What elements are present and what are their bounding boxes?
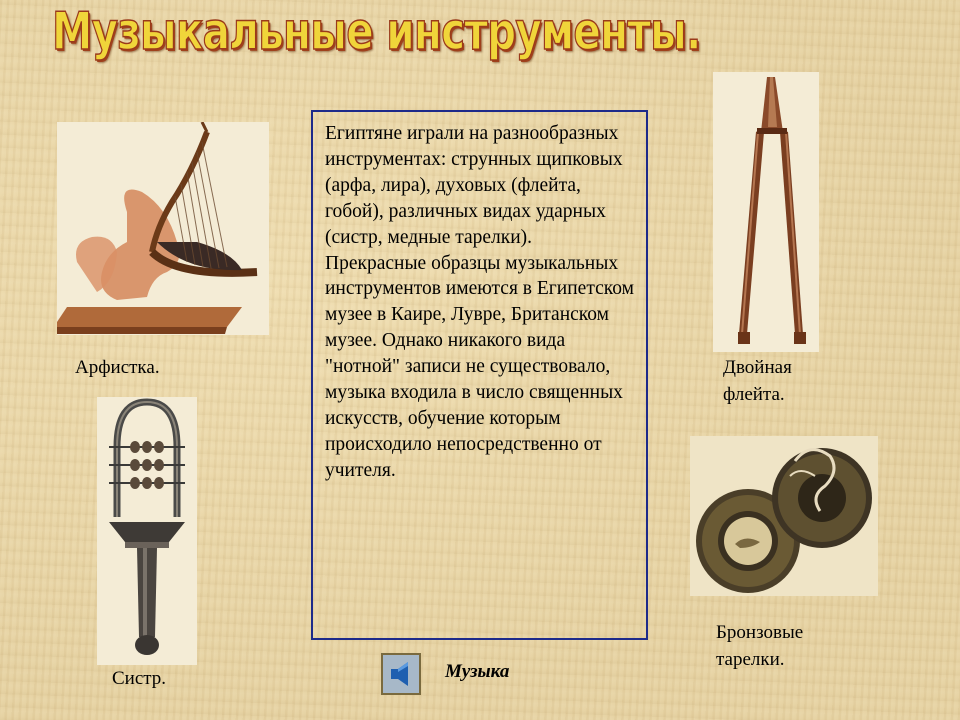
double-flute-image [713,72,819,352]
sistrum-caption: Систр. [112,668,167,689]
slide-title: Музыкальные инструменты. [52,2,701,62]
cymbals-caption: Бронзовые тарелки. [716,622,804,670]
music-link[interactable]: Музыка [445,661,510,682]
sistrum-image [97,397,197,665]
speaker-icon [388,660,414,688]
description-text: Египтяне играли на разнообразных инструментах: струнных щипковых (арфа, лира), духовых (флейта, гобой), различных видах ударных (систр, медные тарелки). Прекрасные образцы музыкальных инструментов имеются в Египетском музее в Каире, Лувре, Британском музее. Однако никакого вида "нотной" записи не существовало, музыка входила в число священных искусств, обучение которым происходило непосредственно от учителя. [325,123,634,481]
harpist-caption: Арфистка. [75,357,160,378]
description-box [311,110,648,640]
harpist-image [57,122,269,335]
bronze-cymbals-image [690,436,878,596]
flute-caption: Двойная флейта. [723,357,792,405]
sound-button[interactable] [381,653,421,695]
